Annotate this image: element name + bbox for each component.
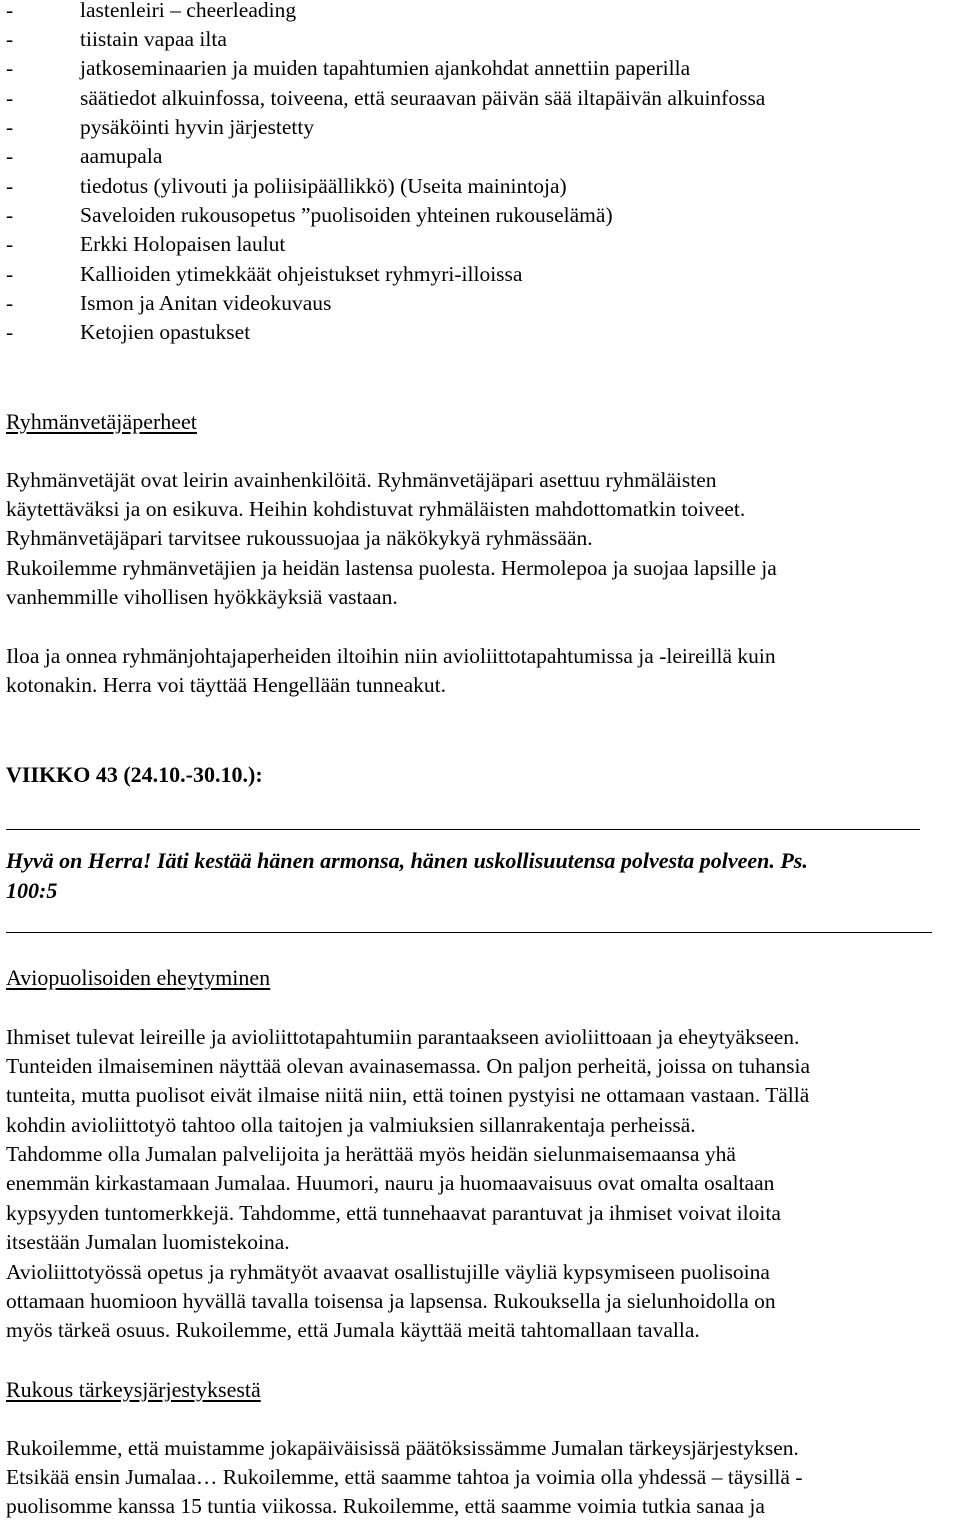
list-dash: - [6, 262, 14, 286]
paragraph-line: kypsyyden tuntomerkkejä. Tahdomme, että tunnehaavat parantuvat ja ihmiset voivat iloita [6, 1201, 781, 1225]
paragraph-line: Etsikää ensin Jumalaa… Rukoilemme, että saamme tahtoa ja voimia olla yhdessä – täysillä - [6, 1465, 803, 1489]
paragraph-line: vanhemmille vihollisen hyökkäyksiä vastaan. [6, 585, 398, 609]
paragraph-line: Rukoilemme, että muistamme jokapäiväisissä päätöksissämme Jumalan tärkeysjärjestyksen. [6, 1436, 799, 1460]
list-dash: - [6, 320, 14, 344]
paragraph-line: kohdin avioliittotyö tahtoo olla taitojen ja valmiuksien sillanrakentaja perheissä. [6, 1113, 696, 1137]
paragraph-line: puolisomme kanssa 15 tuntia viikossa. Rukoilemme, että saamme voimia tutkia sanaa ja [6, 1494, 765, 1518]
list-item-text: Erkki Holopaisen laulut [80, 232, 286, 256]
list-dash: - [6, 115, 14, 139]
list-dash: - [6, 0, 14, 22]
list-dash: - [6, 203, 14, 227]
verse-line: 100:5 [6, 878, 58, 903]
list-item-text: tiistain vapaa ilta [80, 27, 227, 51]
paragraph-line: Ryhmänvetäjäpari tarvitsee rukoussuojaa ja näkökykyä ryhmässään. [6, 526, 593, 550]
section-heading: Aviopuolisoiden eheytyminen [6, 965, 271, 990]
list-item-text: Ketojien opastukset [80, 320, 251, 344]
list-item-text: säätiedot alkuinfossa, toiveena, että seuraavan päivän sää iltapäivän alkuinfossa [80, 86, 766, 110]
paragraph-line: ottamaan huomioon hyvällä tavalla toisensa ja lapsensa. Rukouksella ja sielunhoidolla on [6, 1289, 776, 1313]
paragraph-line: Avioliittotyössä opetus ja ryhmätyöt avaavat osallistujille väyliä kypsymiseen puolisoina [6, 1260, 770, 1284]
list-item-text: tiedotus (ylivouti ja poliisipäällikkö) (Useita mainintoja) [80, 174, 567, 198]
paragraph-line: Ryhmänvetäjät ovat leirin avainhenkilöitä. Ryhmänvetäjäpari asettuu ryhmäläisten [6, 468, 717, 492]
paragraph-line: itsestään Jumalan luomistekoina. [6, 1230, 290, 1254]
paragraph-line: enemmän kirkastamaan Jumalaa. Huumori, nauru ja huomaavaisuus ovat omalta osaltaan [6, 1171, 775, 1195]
list-dash: - [6, 232, 14, 256]
list-item-text: Saveloiden rukousopetus ”puolisoiden yhteinen rukouselämä) [80, 203, 613, 227]
section-heading: Rukous tärkeysjärjestyksestä [6, 1377, 261, 1402]
paragraph-line: Iloa ja onnea ryhmänjohtajaperheiden iltoihin niin avioliittotapahtumissa ja -leireillä kuin [6, 644, 776, 668]
list-dash: - [6, 27, 14, 51]
list-item-text: pysäköinti hyvin järjestetty [80, 115, 315, 139]
paragraph-line: tunteita, mutta puolisot eivät ilmaise niitä niin, että toinen pystyisi ne ottamaan vastaan. Tällä [6, 1083, 810, 1107]
list-item-text: Ismon ja Anitan videokuvaus [80, 291, 332, 315]
verse-line: Hyvä on Herra! Iäti kestää hänen armonsa, hänen uskollisuutensa polvesta polveen. Ps. [6, 848, 808, 873]
list-dash: - [6, 174, 14, 198]
horizontal-rule [6, 932, 932, 933]
list-dash: - [6, 56, 14, 80]
paragraph-line: myös tärkeä osuus. Rukoilemme, että Jumala käyttää meitä tahtomallaan tavalla. [6, 1318, 700, 1342]
list-item-text: lastenleiri – cheerleading [80, 0, 297, 22]
paragraph-line: Tahdomme olla Jumalan palvelijoita ja herättää myös heidän sielunmaisemaansa yhä [6, 1142, 736, 1166]
paragraph-line: Rukoilemme ryhmänvetäjien ja heidän lastensa puolesta. Hermolepoa ja suojaa lapsille ja [6, 556, 777, 580]
section-heading: Ryhmänvetäjäperheet [6, 409, 197, 434]
list-item-text: Kallioiden ytimekkäät ohjeistukset ryhmyri-illoissa [80, 262, 523, 286]
list-dash: - [6, 291, 14, 315]
list-item-text: aamupala [80, 144, 163, 168]
list-item-text: jatkoseminaarien ja muiden tapahtumien ajankohdat annettiin paperilla [80, 56, 691, 80]
list-dash: - [6, 86, 14, 110]
list-dash: - [6, 144, 14, 168]
paragraph-line: kotonakin. Herra voi täyttää Hengellään tunneakut. [6, 673, 446, 697]
paragraph-line: Ihmiset tulevat leireille ja avioliittotapahtumiin parantaakseen avioliittoaan ja eheytyäkseen. [6, 1025, 800, 1049]
paragraph-line: käytettäväksi ja on esikuva. Heihin kohdistuvat ryhmäläisten mahdottomatkin toiveet. [6, 497, 746, 521]
week-title: VIIKKO 43 (24.10.-30.10.): [6, 762, 263, 787]
paragraph-line: Tunteiden ilmaiseminen näyttää olevan avainasemassa. On paljon perheitä, joissa on tuhansia [6, 1054, 811, 1078]
horizontal-rule [6, 829, 920, 830]
